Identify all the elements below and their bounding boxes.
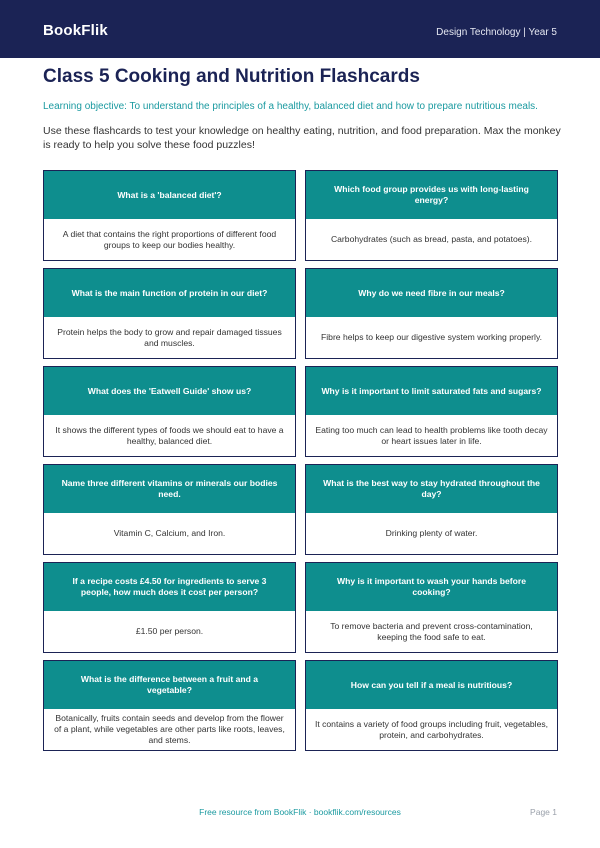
flashcard[interactable] [43, 660, 296, 751]
flashcard-answer: Eating too much can lead to health problems like tooth decay or heart issues later in life. [315, 424, 548, 446]
flashcard-question: What is a 'balanced diet'? [44, 171, 295, 219]
flashcard[interactable] [43, 170, 296, 261]
flashcard[interactable] [305, 366, 558, 457]
flashcard-answer: Drinking plenty of water. [385, 528, 478, 538]
flashcard-question: If a recipe costs £4.50 for ingredients to serve 3 people, how much does it cost per person? [44, 563, 295, 611]
flashcard-answer: Botanically, fruits contain seeds and develop from the flower of a plant, while vegetables are other parts like roots, leaves, and stems. [54, 713, 285, 745]
flashcard-question: Which food group provides us with long-lasting energy? [306, 171, 557, 219]
flashcard[interactable] [43, 268, 296, 359]
intro-text: Use these flashcards to test your knowledge on healthy eating, nutrition, and food preparation. Max the monkey is ready to help you solve these food puzzles! [43, 125, 561, 151]
flashcard-answer: £1.50 per person. [135, 626, 204, 636]
subject-label: Design Technology | Year 5 [436, 27, 557, 38]
flashcard[interactable] [305, 464, 558, 555]
flashcard-question: How can you tell if a meal is nutritious? [306, 661, 557, 709]
flashcard-answer: Protein helps the body to grow and repair damaged tissues and muscles. [57, 326, 282, 348]
flashcard-answer: Vitamin C, Calcium, and Iron. [113, 528, 226, 538]
flashcard[interactable] [305, 562, 558, 653]
flashcard-question: Why is it important to limit saturated fats and sugars? [306, 367, 557, 415]
flashcard[interactable] [43, 562, 296, 653]
flashcard[interactable] [43, 464, 296, 555]
flashcard-answer: Carbohydrates (such as bread, pasta, and potatoes). [330, 234, 533, 244]
flashcard[interactable] [305, 268, 558, 359]
learning-objective: Learning objective: To understand the principles of a healthy, balanced diet and how to prepare nutritious meals. [43, 101, 538, 112]
page-header [0, 0, 600, 58]
flashcard-answer: A diet that contains the right proportions of different food groups to keep our bodies healthy. [62, 228, 277, 250]
flashcard-question: Why do we need fibre in our meals? [306, 269, 557, 317]
flashcard-question: What does the 'Eatwell Guide' show us? [44, 367, 295, 415]
flashcard[interactable] [43, 366, 296, 457]
page-title: Class 5 Cooking and Nutrition Flashcards [43, 66, 420, 87]
brand-logo[interactable]: BookFlik [43, 22, 108, 39]
flashcard-answer: To remove bacteria and prevent cross-contamination, keeping the food safe to eat. [330, 620, 533, 642]
flashcard-question: What is the difference between a fruit and a vegetable? [44, 661, 295, 709]
flashcard[interactable] [305, 660, 558, 751]
flashcard[interactable] [305, 170, 558, 261]
flashcard-answer: It contains a variety of food groups including fruit, vegetables, protein, and carbohydrates. [314, 718, 549, 740]
footer-link[interactable]: Free resource from BookFlik · bookflik.com/resources [199, 807, 401, 817]
flashcard-answer: Fibre helps to keep our digestive system working properly. [321, 332, 542, 342]
flashcard-question: Name three different vitamins or minerals our bodies need. [44, 465, 295, 513]
flashcard-answer: It shows the different types of foods we should eat to have a healthy, balanced diet. [55, 424, 284, 446]
flashcard-question: Why is it important to wash your hands before cooking? [306, 563, 557, 611]
flashcard-question: What is the main function of protein in our diet? [44, 269, 295, 317]
page-number: Page 1 [530, 807, 557, 817]
flashcard-grid [43, 170, 558, 751]
flashcard-question: What is the best way to stay hydrated throughout the day? [306, 465, 557, 513]
